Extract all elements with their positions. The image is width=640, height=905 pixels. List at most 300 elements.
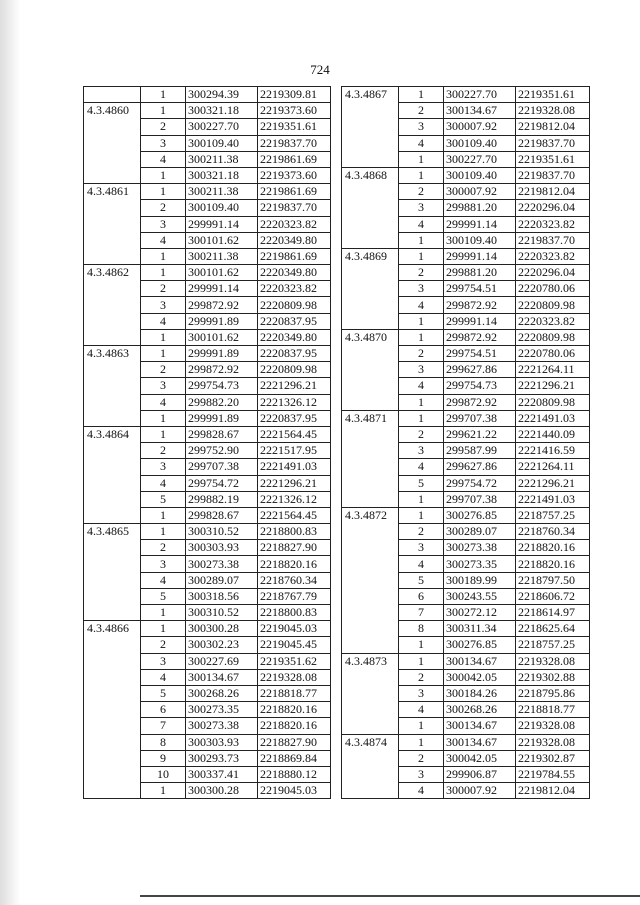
parcel-id-cell xyxy=(84,151,141,167)
table-row xyxy=(84,184,331,200)
table-row xyxy=(84,475,331,491)
parcel-id-cell xyxy=(342,151,399,167)
point-number-cell: 6 xyxy=(399,588,444,604)
parcel-id-cell xyxy=(84,750,141,766)
x-coordinate-cell: 300109.40 xyxy=(186,135,258,151)
x-coordinate-cell: 299882.20 xyxy=(186,394,258,410)
point-number-cell: 1 xyxy=(141,426,186,442)
y-coordinate-cell: 2218797.50 xyxy=(516,572,590,588)
x-coordinate-cell: 300303.93 xyxy=(186,540,258,556)
point-number-cell: 1 xyxy=(141,410,186,426)
parcel-id-cell xyxy=(84,200,141,216)
x-coordinate-cell: 299991.89 xyxy=(186,313,258,329)
y-coordinate-cell: 2219302.87 xyxy=(516,750,590,766)
table-row xyxy=(342,507,590,523)
table-row xyxy=(84,718,331,734)
parcel-id-cell: 4.3.4874 xyxy=(342,734,399,750)
table-row xyxy=(342,475,590,491)
point-number-cell: 1 xyxy=(141,783,186,799)
point-number-cell: 3 xyxy=(141,459,186,475)
y-coordinate-cell: 2221296.21 xyxy=(516,378,590,394)
table-row xyxy=(342,459,590,475)
parcel-id-cell xyxy=(342,265,399,281)
y-coordinate-cell: 2219351.61 xyxy=(516,87,590,103)
x-coordinate-cell: 300134.67 xyxy=(444,718,516,734)
x-coordinate-cell: 300134.67 xyxy=(444,653,516,669)
y-coordinate-cell: 2221296.21 xyxy=(258,378,331,394)
y-coordinate-cell: 2220323.82 xyxy=(516,216,590,232)
parcel-id-cell xyxy=(84,605,141,621)
parcel-id-cell xyxy=(84,588,141,604)
point-number-cell: 2 xyxy=(141,119,186,135)
point-number-cell: 7 xyxy=(141,718,186,734)
parcel-id-cell xyxy=(84,783,141,799)
parcel-id-cell xyxy=(84,540,141,556)
y-coordinate-cell: 2219837.70 xyxy=(516,135,590,151)
parcel-id-cell xyxy=(84,702,141,718)
y-coordinate-cell: 2219837.70 xyxy=(258,200,331,216)
table-row xyxy=(84,653,331,669)
x-coordinate-cell: 300134.67 xyxy=(444,734,516,750)
point-number-cell: 1 xyxy=(399,734,444,750)
table-row xyxy=(84,621,331,637)
y-coordinate-cell: 2218880.12 xyxy=(258,766,331,782)
table-row xyxy=(342,766,590,782)
parcel-id-cell: 4.3.4861 xyxy=(84,184,141,200)
y-coordinate-cell: 2219812.04 xyxy=(516,783,590,799)
parcel-id-cell: 4.3.4866 xyxy=(84,621,141,637)
table-row xyxy=(342,378,590,394)
y-coordinate-cell: 2218757.25 xyxy=(516,637,590,653)
point-number-cell: 2 xyxy=(141,637,186,653)
point-number-cell: 1 xyxy=(141,605,186,621)
x-coordinate-cell: 300243.55 xyxy=(444,588,516,604)
point-number-cell: 1 xyxy=(399,637,444,653)
x-coordinate-cell: 300109.40 xyxy=(444,167,516,183)
point-number-cell: 1 xyxy=(141,507,186,523)
table-row xyxy=(342,119,590,135)
point-number-cell: 3 xyxy=(399,362,444,378)
table-row xyxy=(84,103,331,119)
table-row xyxy=(84,151,331,167)
table-row xyxy=(84,750,331,766)
parcel-id-cell: 4.3.4869 xyxy=(342,248,399,264)
x-coordinate-cell: 299991.89 xyxy=(186,346,258,362)
parcel-id-cell xyxy=(342,572,399,588)
y-coordinate-cell: 2221296.21 xyxy=(516,475,590,491)
parcel-id-cell: 4.3.4870 xyxy=(342,329,399,345)
table-row xyxy=(84,507,331,523)
table-row xyxy=(84,313,331,329)
y-coordinate-cell: 2221564.45 xyxy=(258,426,331,442)
parcel-id-cell xyxy=(84,669,141,685)
table-row xyxy=(84,637,331,653)
x-coordinate-cell: 299754.73 xyxy=(186,378,258,394)
table-row xyxy=(342,637,590,653)
y-coordinate-cell: 2221264.11 xyxy=(516,459,590,475)
parcel-id-cell xyxy=(342,459,399,475)
x-coordinate-cell: 299707.38 xyxy=(186,459,258,475)
parcel-id-cell xyxy=(342,669,399,685)
parcel-id-cell xyxy=(84,297,141,313)
y-coordinate-cell: 2218760.34 xyxy=(516,524,590,540)
parcel-id-cell xyxy=(84,313,141,329)
parcel-id-cell xyxy=(84,119,141,135)
point-number-cell: 1 xyxy=(141,524,186,540)
y-coordinate-cell: 2219861.69 xyxy=(258,151,331,167)
y-coordinate-cell: 2219045.03 xyxy=(258,783,331,799)
y-coordinate-cell: 2219328.08 xyxy=(516,653,590,669)
y-coordinate-cell: 2221517.95 xyxy=(258,443,331,459)
x-coordinate-cell: 300268.26 xyxy=(444,702,516,718)
point-number-cell: 4 xyxy=(399,556,444,572)
parcel-id-cell xyxy=(342,426,399,442)
parcel-id-cell xyxy=(84,572,141,588)
parcel-id-cell xyxy=(342,524,399,540)
point-number-cell: 1 xyxy=(399,507,444,523)
x-coordinate-cell: 300211.38 xyxy=(186,184,258,200)
parcel-id-cell xyxy=(342,750,399,766)
table-row xyxy=(342,426,590,442)
table-row xyxy=(84,167,331,183)
table-row xyxy=(84,378,331,394)
x-coordinate-cell: 299754.72 xyxy=(444,475,516,491)
y-coordinate-cell: 2220323.82 xyxy=(516,248,590,264)
x-coordinate-cell: 299906.87 xyxy=(444,766,516,782)
x-coordinate-cell: 299627.86 xyxy=(444,362,516,378)
x-coordinate-cell: 299707.38 xyxy=(444,410,516,426)
y-coordinate-cell: 2219309.81 xyxy=(258,87,331,103)
table-row xyxy=(342,394,590,410)
y-coordinate-cell: 2219328.08 xyxy=(516,734,590,750)
point-number-cell: 1 xyxy=(399,151,444,167)
table-row xyxy=(84,200,331,216)
x-coordinate-cell: 300272.12 xyxy=(444,605,516,621)
y-coordinate-cell: 2218820.16 xyxy=(516,540,590,556)
table-row xyxy=(342,783,590,799)
parcel-id-cell xyxy=(342,443,399,459)
parcel-id-cell xyxy=(342,718,399,734)
table-row xyxy=(84,281,331,297)
x-coordinate-cell: 299991.14 xyxy=(444,216,516,232)
table-row xyxy=(84,426,331,442)
table-row xyxy=(84,135,331,151)
table-row xyxy=(84,524,331,540)
parcel-id-cell: 4.3.4860 xyxy=(84,103,141,119)
table-row xyxy=(342,216,590,232)
table-row xyxy=(342,556,590,572)
parcel-id-cell xyxy=(84,685,141,701)
parcel-id-cell xyxy=(84,556,141,572)
x-coordinate-cell: 300042.05 xyxy=(444,750,516,766)
point-number-cell: 5 xyxy=(141,588,186,604)
y-coordinate-cell: 2220323.82 xyxy=(258,216,331,232)
point-number-cell: 2 xyxy=(399,265,444,281)
point-number-cell: 1 xyxy=(141,265,186,281)
x-coordinate-cell: 300227.69 xyxy=(186,653,258,669)
point-number-cell: 1 xyxy=(399,410,444,426)
parcel-id-cell xyxy=(84,507,141,523)
x-coordinate-cell: 299872.92 xyxy=(444,329,516,345)
parcel-id-cell: 4.3.4872 xyxy=(342,507,399,523)
table-row xyxy=(84,491,331,507)
point-number-cell: 2 xyxy=(141,281,186,297)
table-row xyxy=(84,265,331,281)
x-coordinate-cell: 300294.39 xyxy=(186,87,258,103)
y-coordinate-cell: 2219812.04 xyxy=(516,119,590,135)
parcel-id-cell xyxy=(84,718,141,734)
table-row xyxy=(342,524,590,540)
y-coordinate-cell: 2218869.84 xyxy=(258,750,331,766)
y-coordinate-cell: 2221264.11 xyxy=(516,362,590,378)
table-row xyxy=(84,297,331,313)
parcel-id-cell xyxy=(342,378,399,394)
point-number-cell: 1 xyxy=(399,248,444,264)
point-number-cell: 2 xyxy=(141,540,186,556)
parcel-id-cell xyxy=(342,313,399,329)
parcel-id-cell xyxy=(342,184,399,200)
y-coordinate-cell: 2221416.59 xyxy=(516,443,590,459)
x-coordinate-cell: 300289.07 xyxy=(186,572,258,588)
x-coordinate-cell: 300321.18 xyxy=(186,103,258,119)
parcel-id-cell xyxy=(342,103,399,119)
parcel-id-cell xyxy=(84,491,141,507)
table-row xyxy=(342,151,590,167)
point-number-cell: 4 xyxy=(141,475,186,491)
point-number-cell: 8 xyxy=(141,734,186,750)
point-number-cell: 2 xyxy=(399,426,444,442)
y-coordinate-cell: 2220837.95 xyxy=(258,410,331,426)
point-number-cell: 4 xyxy=(141,572,186,588)
point-number-cell: 5 xyxy=(399,475,444,491)
table-row xyxy=(84,702,331,718)
table-row xyxy=(84,588,331,604)
x-coordinate-cell: 299872.92 xyxy=(186,297,258,313)
parcel-id-cell xyxy=(342,588,399,604)
point-number-cell: 4 xyxy=(399,459,444,475)
x-coordinate-cell: 299587.99 xyxy=(444,443,516,459)
x-coordinate-cell: 299882.19 xyxy=(186,491,258,507)
x-coordinate-cell: 300109.40 xyxy=(444,232,516,248)
table-row xyxy=(84,556,331,572)
point-number-cell: 3 xyxy=(399,200,444,216)
point-number-cell: 2 xyxy=(399,524,444,540)
table-row xyxy=(342,346,590,362)
table-row xyxy=(342,653,590,669)
x-coordinate-cell: 300310.52 xyxy=(186,524,258,540)
parcel-id-cell: 4.3.4863 xyxy=(84,346,141,362)
y-coordinate-cell: 2219328.08 xyxy=(258,669,331,685)
table-row xyxy=(342,313,590,329)
parcel-id-cell xyxy=(342,621,399,637)
y-coordinate-cell: 2221326.12 xyxy=(258,491,331,507)
table-row xyxy=(84,248,331,264)
parcel-id-cell xyxy=(84,281,141,297)
x-coordinate-cell: 299828.67 xyxy=(186,426,258,442)
table-row xyxy=(84,540,331,556)
x-coordinate-cell: 300273.35 xyxy=(186,702,258,718)
parcel-id-cell xyxy=(84,443,141,459)
point-number-cell: 1 xyxy=(141,103,186,119)
table-row xyxy=(84,346,331,362)
point-number-cell: 4 xyxy=(141,669,186,685)
parcel-id-cell xyxy=(84,232,141,248)
y-coordinate-cell: 2218820.16 xyxy=(258,556,331,572)
point-number-cell: 1 xyxy=(399,167,444,183)
x-coordinate-cell: 299754.73 xyxy=(444,378,516,394)
x-coordinate-cell: 300134.67 xyxy=(444,103,516,119)
parcel-id-cell: 4.3.4862 xyxy=(84,265,141,281)
table-row xyxy=(84,783,331,799)
point-number-cell: 3 xyxy=(399,281,444,297)
parcel-id-cell: 4.3.4868 xyxy=(342,167,399,183)
point-number-cell: 4 xyxy=(141,151,186,167)
y-coordinate-cell: 2221564.45 xyxy=(258,507,331,523)
table-row xyxy=(84,394,331,410)
x-coordinate-cell: 300268.26 xyxy=(186,685,258,701)
y-coordinate-cell: 2219302.88 xyxy=(516,669,590,685)
y-coordinate-cell: 2218827.90 xyxy=(258,734,331,750)
y-coordinate-cell: 2218606.72 xyxy=(516,588,590,604)
parcel-id-cell xyxy=(342,783,399,799)
point-number-cell: 1 xyxy=(141,248,186,264)
parcel-id-cell xyxy=(342,346,399,362)
point-number-cell: 4 xyxy=(141,394,186,410)
x-coordinate-cell: 300189.99 xyxy=(444,572,516,588)
table-row xyxy=(84,734,331,750)
point-number-cell: 1 xyxy=(399,653,444,669)
table-row xyxy=(342,232,590,248)
parcel-id-cell xyxy=(84,378,141,394)
table-row xyxy=(342,443,590,459)
parcel-id-cell xyxy=(342,297,399,313)
point-number-cell: 1 xyxy=(141,621,186,637)
point-number-cell: 2 xyxy=(141,443,186,459)
y-coordinate-cell: 2219861.69 xyxy=(258,184,331,200)
y-coordinate-cell: 2221491.03 xyxy=(258,459,331,475)
x-coordinate-cell: 300184.26 xyxy=(444,685,516,701)
table-row xyxy=(342,248,590,264)
y-coordinate-cell: 2219812.04 xyxy=(516,184,590,200)
y-coordinate-cell: 2218827.90 xyxy=(258,540,331,556)
parcel-id-cell xyxy=(84,475,141,491)
point-number-cell: 2 xyxy=(399,346,444,362)
table-row xyxy=(84,232,331,248)
y-coordinate-cell: 2220809.98 xyxy=(258,297,331,313)
x-coordinate-cell: 300289.07 xyxy=(444,524,516,540)
point-number-cell: 9 xyxy=(141,750,186,766)
y-coordinate-cell: 2218820.16 xyxy=(516,556,590,572)
point-number-cell: 7 xyxy=(399,605,444,621)
x-coordinate-cell: 300007.92 xyxy=(444,783,516,799)
point-number-cell: 3 xyxy=(399,685,444,701)
y-coordinate-cell: 2220349.80 xyxy=(258,265,331,281)
parcel-id-cell xyxy=(342,281,399,297)
x-coordinate-cell: 299881.20 xyxy=(444,265,516,281)
table-row xyxy=(342,329,590,345)
y-coordinate-cell: 2220837.95 xyxy=(258,346,331,362)
table-row xyxy=(342,103,590,119)
x-coordinate-cell: 300321.18 xyxy=(186,167,258,183)
x-coordinate-cell: 300101.62 xyxy=(186,329,258,345)
y-coordinate-cell: 2218820.16 xyxy=(258,702,331,718)
point-number-cell: 3 xyxy=(399,540,444,556)
table-row xyxy=(342,491,590,507)
x-coordinate-cell: 300302.23 xyxy=(186,637,258,653)
table-row xyxy=(84,362,331,378)
point-number-cell: 4 xyxy=(141,313,186,329)
parcel-id-cell xyxy=(342,200,399,216)
x-coordinate-cell: 300211.38 xyxy=(186,151,258,167)
x-coordinate-cell: 299872.92 xyxy=(444,297,516,313)
scan-edge-shadow xyxy=(0,0,20,905)
y-coordinate-cell: 2221440.09 xyxy=(516,426,590,442)
point-number-cell: 1 xyxy=(399,329,444,345)
x-coordinate-cell: 300337.41 xyxy=(186,766,258,782)
x-coordinate-cell: 299991.89 xyxy=(186,410,258,426)
table-row xyxy=(342,87,590,103)
x-coordinate-cell: 300101.62 xyxy=(186,265,258,281)
table-row xyxy=(84,669,331,685)
table-row xyxy=(84,443,331,459)
y-coordinate-cell: 2220323.82 xyxy=(516,313,590,329)
page-number: 724 xyxy=(310,62,330,77)
parcel-id-cell xyxy=(342,702,399,718)
x-coordinate-cell: 299991.14 xyxy=(186,281,258,297)
point-number-cell: 2 xyxy=(399,103,444,119)
x-coordinate-cell: 300007.92 xyxy=(444,119,516,135)
y-coordinate-cell: 2221491.03 xyxy=(516,491,590,507)
point-number-cell: 4 xyxy=(399,702,444,718)
parcel-id-cell xyxy=(84,766,141,782)
y-coordinate-cell: 2219784.55 xyxy=(516,766,590,782)
point-number-cell: 1 xyxy=(399,394,444,410)
table-row xyxy=(342,605,590,621)
y-coordinate-cell: 2219837.70 xyxy=(258,135,331,151)
x-coordinate-cell: 299627.86 xyxy=(444,459,516,475)
x-coordinate-cell: 299754.51 xyxy=(444,346,516,362)
parcel-id-cell xyxy=(342,394,399,410)
parcel-id-cell: 4.3.4865 xyxy=(84,524,141,540)
table-row xyxy=(342,702,590,718)
parcel-id-cell xyxy=(84,87,141,103)
x-coordinate-cell: 300273.38 xyxy=(444,540,516,556)
point-number-cell: 6 xyxy=(141,702,186,718)
table-row xyxy=(342,669,590,685)
y-coordinate-cell: 2218800.83 xyxy=(258,605,331,621)
x-coordinate-cell: 299872.92 xyxy=(444,394,516,410)
parcel-id-cell xyxy=(342,475,399,491)
point-number-cell: 2 xyxy=(399,184,444,200)
parcel-id-cell xyxy=(84,329,141,345)
table-row xyxy=(342,750,590,766)
y-coordinate-cell: 2219351.61 xyxy=(258,119,331,135)
point-number-cell: 4 xyxy=(399,216,444,232)
point-number-cell: 2 xyxy=(141,200,186,216)
x-coordinate-cell: 299621.22 xyxy=(444,426,516,442)
y-coordinate-cell: 2220349.80 xyxy=(258,329,331,345)
y-coordinate-cell: 2218795.86 xyxy=(516,685,590,701)
y-coordinate-cell: 2219328.08 xyxy=(516,718,590,734)
left-coordinates-table xyxy=(83,86,331,799)
point-number-cell: 5 xyxy=(141,685,186,701)
x-coordinate-cell: 300276.85 xyxy=(444,637,516,653)
parcel-id-cell: 4.3.4864 xyxy=(84,426,141,442)
point-number-cell: 1 xyxy=(141,329,186,345)
y-coordinate-cell: 2220809.98 xyxy=(258,362,331,378)
y-coordinate-cell: 2220809.98 xyxy=(516,329,590,345)
y-coordinate-cell: 2218614.97 xyxy=(516,605,590,621)
